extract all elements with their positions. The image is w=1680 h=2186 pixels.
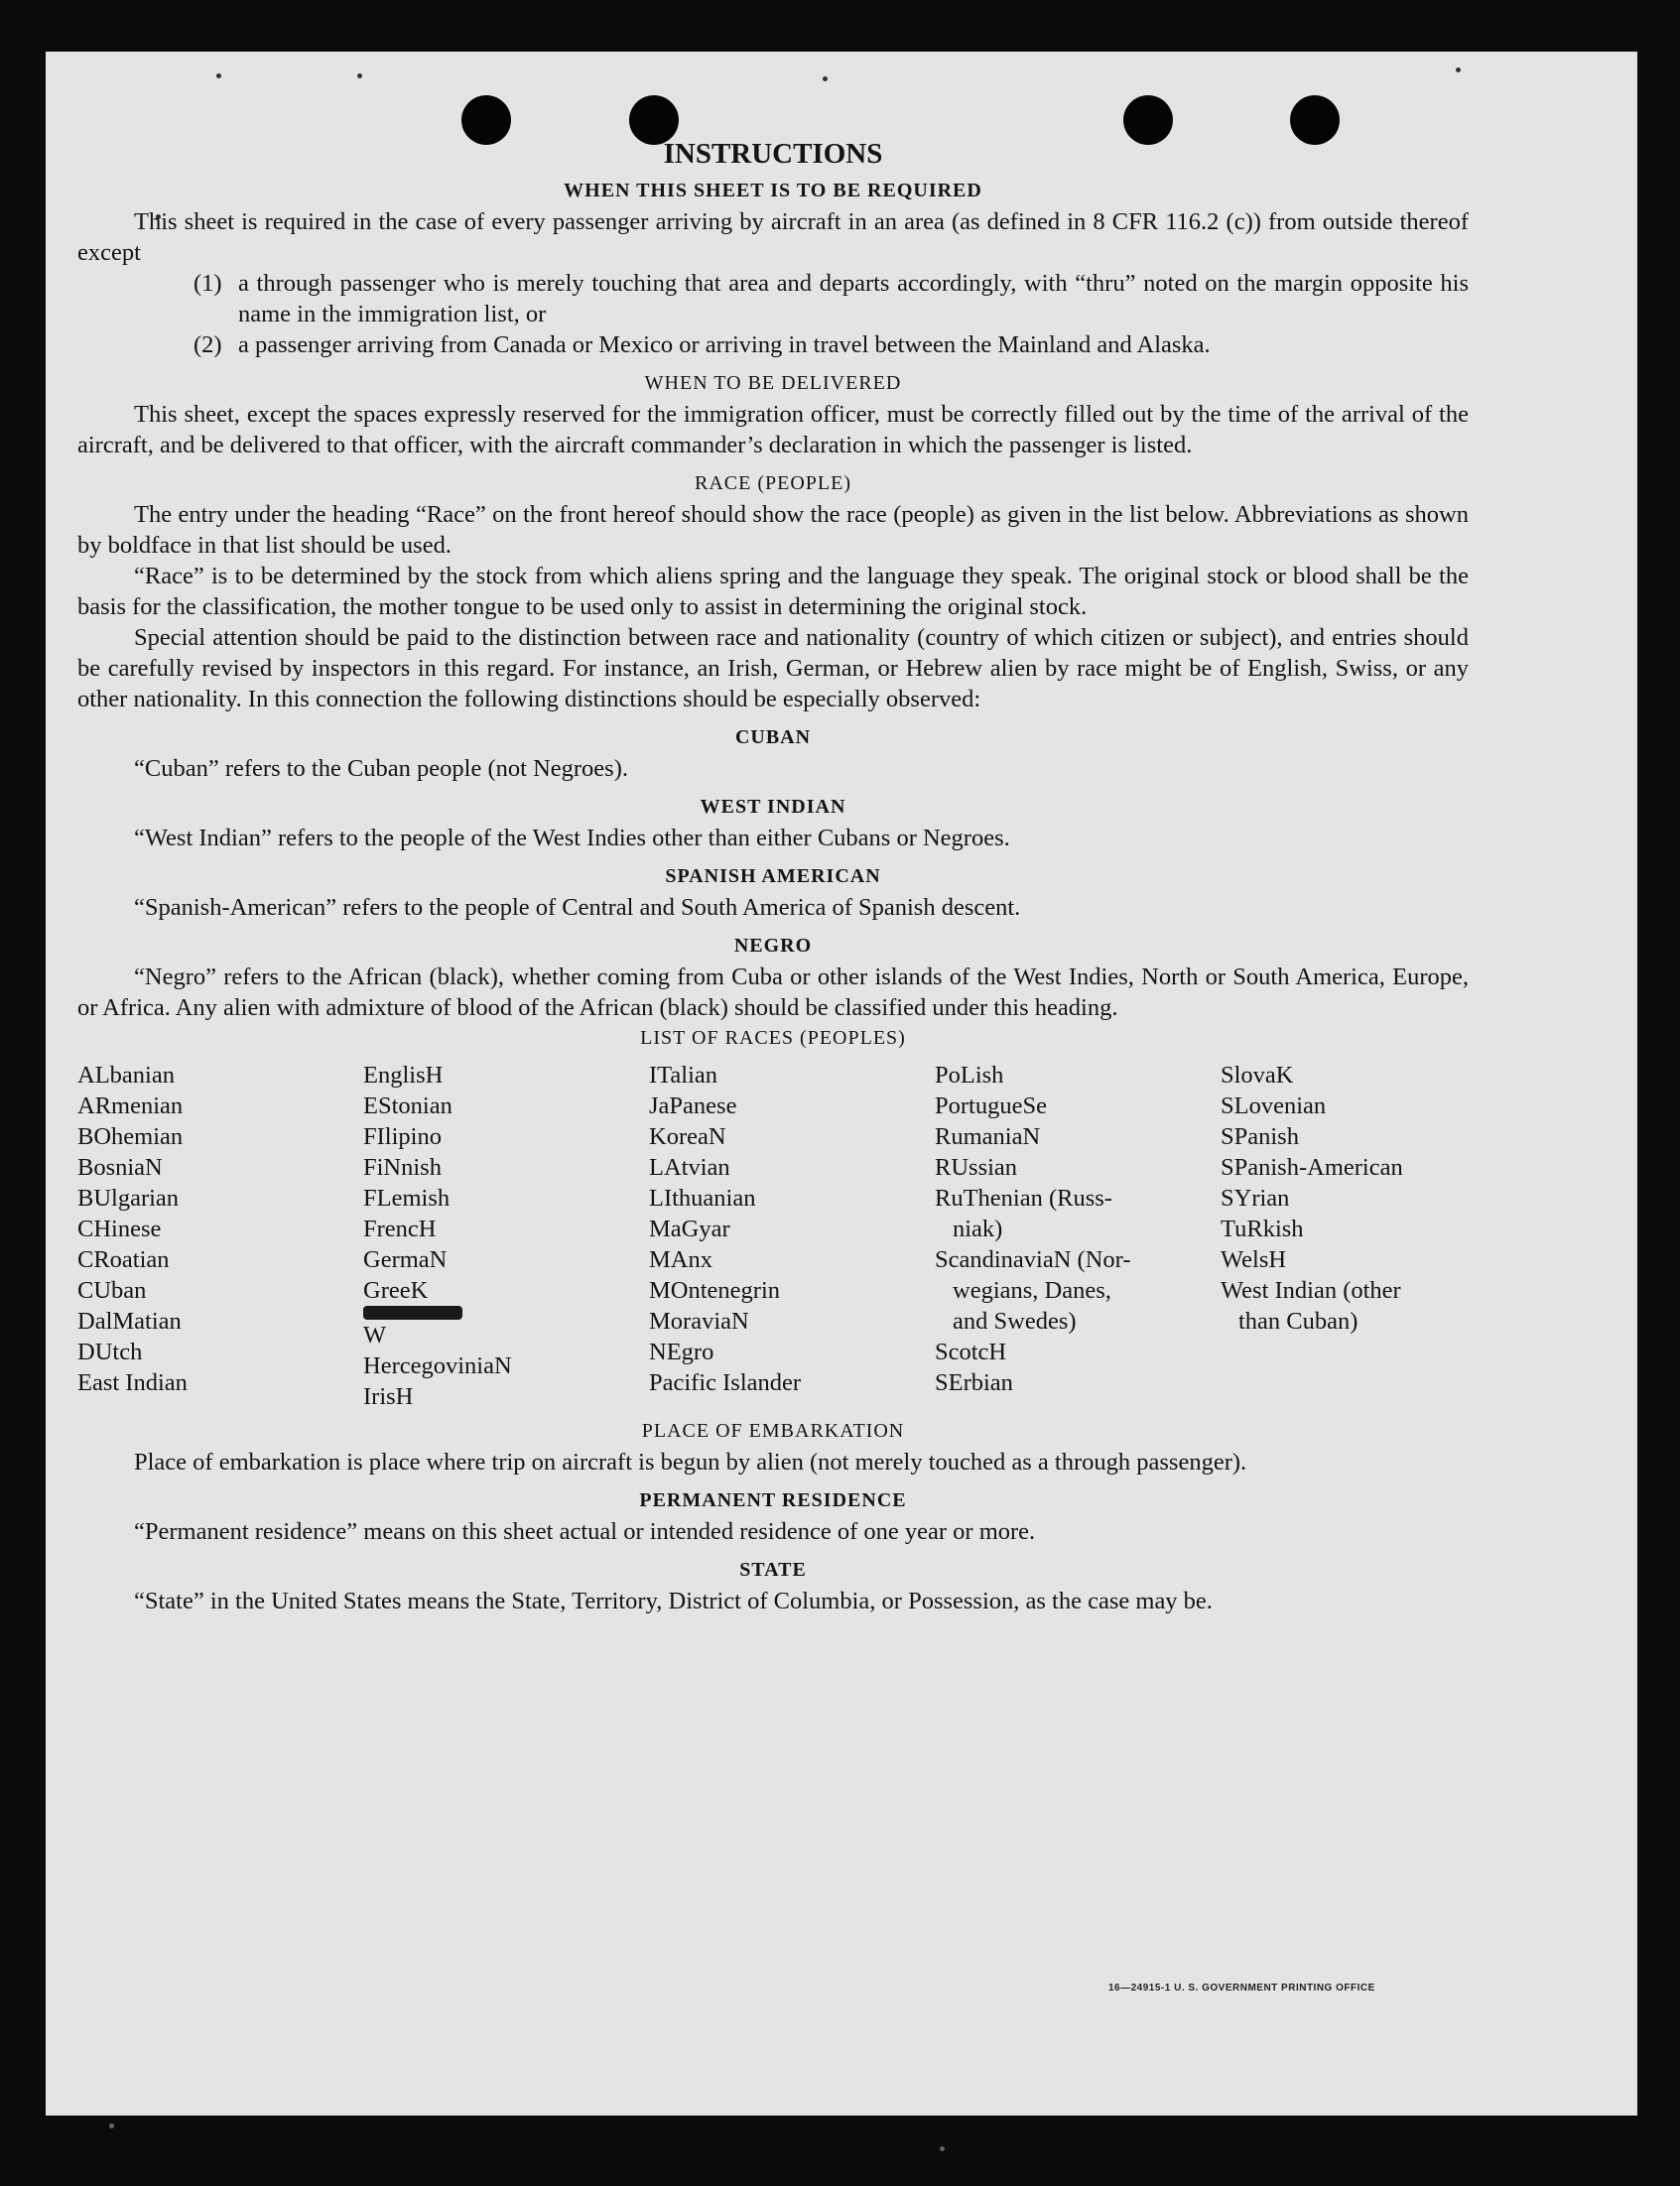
race-entry: FiNnish (363, 1154, 442, 1181)
permanent-residence-text: “Permanent residence” means on this sheet actual or intended residence of one year or more. (134, 1518, 1036, 1545)
item-number: (2) (194, 331, 222, 358)
item-text: a passenger arriving from Canada or Mexico or arriving in travel between the Mainland and Alaska. (238, 331, 1211, 358)
race-entry-continued: wegians, Danes, (953, 1277, 1111, 1304)
section-heading-embarkation: PLACE OF EMBARKATION (641, 1420, 905, 1442)
race-column-4 (935, 1060, 1221, 1412)
race-entry: West Indian (other (1221, 1277, 1401, 1304)
race-paragraph-3: Special attention should be paid to the distinction between race and nationality (country of which citizen or subject), and entries should be carefully revised by inspectors in this regard. For instance, an Irish, German, or Hebrew alien by race might be of English, Swiss, or any other nationality. In this connection the following distinctions should be especially observed: (77, 624, 1469, 712)
race-entry: JaPanese (649, 1093, 737, 1119)
race-entry: SLovenian (1221, 1093, 1327, 1119)
race-entry: GermaN (363, 1246, 448, 1273)
race-entry: SErbian (935, 1369, 1013, 1396)
ink-smudge (363, 1306, 462, 1320)
race-entry-redacted (363, 1306, 649, 1350)
race-entry-continued: and Swedes) (953, 1308, 1077, 1335)
race-entry: MaGyar (649, 1216, 730, 1242)
race-entry: RumaniaN (935, 1123, 1041, 1150)
speck (216, 73, 221, 78)
race-entry: EStonian (363, 1093, 452, 1119)
section-heading-race: RACE (PEOPLE) (695, 472, 851, 494)
race-entry: CUban (77, 1277, 147, 1304)
race-entry: DUtch (77, 1339, 143, 1365)
race-entry: GreeK (363, 1277, 429, 1304)
race-list (77, 1060, 1469, 1412)
section-heading-when-required: WHEN THIS SHEET IS TO BE REQUIRED (564, 180, 982, 201)
speck (109, 2123, 114, 2128)
race-column-2 (363, 1060, 649, 1412)
race-entry: FLemish (363, 1185, 451, 1212)
race-entry: BUlgarian (77, 1185, 180, 1212)
race-entry: ScotcH (935, 1339, 1007, 1365)
race-entry: RuThenian (Russ- (935, 1185, 1112, 1212)
race-entry: DalMatian (77, 1308, 182, 1335)
race-entry: PortugueSe (935, 1093, 1047, 1119)
section-heading-spanish-american: SPANISH AMERICAN (665, 865, 881, 887)
race-entry: FrencH (363, 1216, 437, 1242)
race-entry: MOntenegrin (649, 1277, 780, 1304)
race-entry: SYrian (1221, 1185, 1290, 1212)
when-delivered-text: This sheet, except the spaces expressly reserved for the immigration officer, must be correctly filled out by the time of the arrival of the aircraft, and be delivered to that officer, with the aircraft commander’s declaration in which the passenger is listed. (77, 401, 1469, 458)
race-entry: MoraviaN (649, 1308, 749, 1335)
race-entry: MAnx (649, 1246, 712, 1273)
race-entry: BOhemian (77, 1123, 184, 1150)
speck (823, 76, 828, 81)
race-entry: SPanish-American (1221, 1154, 1403, 1181)
race-entry-suffix: W (363, 1322, 387, 1349)
race-entry: ITalian (649, 1062, 718, 1089)
section-heading-permanent-residence: PERMANENT RESIDENCE (639, 1489, 907, 1511)
race-paragraph-1: The entry under the heading “Race” on the front hereof should show the race (people) as given in the list below. Abbreviations as shown by boldface in that list should be used. (77, 501, 1469, 559)
race-entry: Pacific Islander (649, 1369, 802, 1396)
race-entry: NEgro (649, 1339, 714, 1365)
item-number: (1) (194, 270, 222, 297)
race-column-1 (77, 1060, 363, 1412)
race-entry: ALbanian (77, 1062, 175, 1089)
speck (940, 2146, 945, 2151)
cuban-text: “Cuban” refers to the Cuban people (not Negroes). (134, 755, 628, 782)
state-text: “State” in the United States means the State, Territory, District of Columbia, or Possession, as the case may be. (134, 1588, 1213, 1614)
race-entry: LAtvian (649, 1154, 730, 1181)
exception-item-2 (77, 329, 1469, 360)
race-entry: CHinese (77, 1216, 162, 1242)
section-heading-state: STATE (739, 1559, 807, 1581)
race-entry: ScandinaviaN (Nor- (935, 1246, 1131, 1273)
race-column-3 (649, 1060, 935, 1412)
section-heading-west-indian: WEST INDIAN (700, 796, 846, 818)
race-entry: HercegoviniaN (363, 1352, 512, 1379)
race-entry: BosniaN (77, 1154, 163, 1181)
section-heading-cuban: CUBAN (734, 726, 812, 748)
page-title: INSTRUCTIONS (663, 138, 883, 170)
section-heading-negro: NEGRO (733, 935, 813, 957)
speck (357, 73, 362, 78)
race-entry: RUssian (935, 1154, 1018, 1181)
race-entry: SPanish (1221, 1123, 1299, 1150)
item-text: a through passenger who is merely touching that area and departs accordingly, with “thru” noted on the margin opposite his name in the immigration list, or (238, 270, 1469, 327)
race-column-5 (1221, 1060, 1469, 1412)
race-entry: SlovaK (1221, 1062, 1294, 1089)
exception-item-1 (77, 268, 1469, 329)
race-entry-continued: niak) (953, 1216, 1003, 1242)
race-entry: CRoatian (77, 1246, 170, 1273)
embarkation-text: Place of embarkation is place where trip on aircraft is begun by alien (not merely touched as a through passenger). (134, 1449, 1247, 1476)
race-entry: EnglisH (363, 1062, 444, 1089)
race-entry-continued: than Cuban) (1238, 1308, 1358, 1335)
race-entry: LIthuanian (649, 1185, 756, 1212)
race-entry: PoLish (935, 1062, 1004, 1089)
west-indian-text: “West Indian” refers to the people of the West Indies other than either Cubans or Negroes. (134, 825, 1010, 851)
spanish-american-text: “Spanish-American” refers to the people of Central and South America of Spanish descent. (134, 894, 1021, 921)
race-entry: WelsH (1221, 1246, 1287, 1273)
negro-text: “Negro” refers to the African (black), whether coming from Cuba or other islands of the West Indies, North or South America, Europe, or Africa. Any alien with admixture of blood of the African (black) should be classified under this heading. (77, 964, 1469, 1021)
when-required-intro: This sheet is required in the case of every passenger arriving by aircraft in an area (as defined in 8 CFR 116.2 (c)) from outside thereof except (77, 208, 1469, 266)
race-entry: KoreaN (649, 1123, 726, 1150)
race-entry: TuRkish (1221, 1216, 1304, 1242)
section-heading-when-delivered: WHEN TO BE DELIVERED (644, 372, 902, 394)
printing-office-footer: 16—24915-1 U. S. GOVERNMENT PRINTING OFFICE (1108, 1983, 1375, 1993)
race-entry: East Indian (77, 1369, 188, 1396)
race-entry: IrisH (363, 1383, 414, 1410)
race-entry: FIlipino (363, 1123, 442, 1150)
race-paragraph-2: “Race” is to be determined by the stock from which aliens spring and the language they speak. The original stock or blood shall be the basis for the classification, the mother tongue to be used only to assist in determining the original stock. (77, 563, 1469, 620)
section-heading-list-of-races: LIST OF RACES (PEOPLES) (640, 1027, 906, 1049)
speck (1456, 67, 1461, 72)
instructions-body (77, 132, 1469, 1616)
race-entry: ARmenian (77, 1093, 184, 1119)
